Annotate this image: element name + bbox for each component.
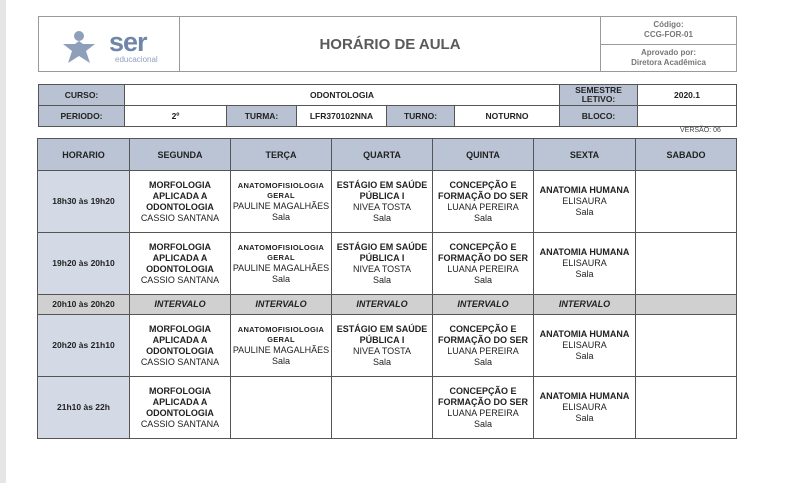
page-edge [0, 0, 6, 483]
teacher-name: LUANA PEREIRA [447, 263, 519, 274]
class-cell [130, 233, 231, 295]
subject-name: ESTÁGIO EM SAÚDE PÚBLICA I [336, 179, 428, 201]
interval-cell: INTERVALO [534, 295, 636, 315]
subject-name: CONCEPÇÃO E FORMAÇÃO DO SER [438, 323, 528, 345]
class-cell [636, 171, 737, 233]
room-label: Sala [372, 274, 391, 285]
schedule-header-row [38, 139, 737, 171]
room-label: Sala [473, 356, 492, 367]
teacher-name: ELISAURA [562, 402, 607, 412]
class-cell [332, 171, 433, 233]
class-cell [433, 171, 534, 233]
subject-name: MORFOLOGIA APLICADA A ODONTOLOGIA [146, 241, 214, 274]
header-horario: HORARIO [38, 139, 130, 171]
interval-cell: INTERVALO [332, 295, 433, 315]
time-slot: 20h10 às 20h20 [38, 295, 130, 315]
teacher-name: LUANA PEREIRA [447, 201, 519, 212]
bloco-label: BLOCO: [560, 106, 638, 127]
teacher-name: NIVEA TOSTA [352, 201, 412, 212]
class-cell [534, 171, 636, 233]
subject-name: ESTÁGIO EM SAÚDE PÚBLICA I [336, 241, 428, 263]
teacher-name: PAULINE MAGALHÃES [232, 344, 330, 355]
teacher-name: LUANA PEREIRA [447, 345, 519, 356]
schedule-table [37, 138, 737, 439]
document-header [38, 16, 737, 72]
header-segunda: SEGUNDA [130, 139, 231, 171]
version-label: VERSÃO: 06 [680, 127, 721, 134]
turno-label: TURNO: [387, 106, 455, 127]
approved-value: Diretora Acadêmica [631, 57, 706, 67]
turno-value: NOTURNO [455, 106, 560, 127]
room-label: Sala [575, 413, 594, 423]
class-cell [636, 377, 737, 439]
schedule-row [38, 171, 737, 233]
class-cell [636, 315, 737, 377]
page-title: HORÁRIO DE AULA [180, 17, 601, 72]
subject-name: ANATOMIA HUMANA [539, 329, 630, 339]
room-label: Sala [575, 351, 594, 361]
class-cell [433, 233, 534, 295]
subject-name: ANATOMIA HUMANA [539, 391, 630, 401]
subject-name: ANATOMIA HUMANA [539, 185, 630, 195]
room-label: Sala [271, 273, 290, 284]
code-cell [601, 17, 737, 45]
class-cell [332, 315, 433, 377]
time-slot: 20h20 às 21h10 [38, 315, 130, 377]
periodo-label: PERIODO: [39, 106, 125, 127]
brand-subtitle: educacional [115, 55, 158, 64]
subject-name: CONCEPÇÃO E FORMAÇÃO DO SER [438, 241, 528, 263]
class-cell [130, 315, 231, 377]
class-cell [534, 233, 636, 295]
class-cell [130, 377, 231, 439]
header-sexta: SEXTA [534, 139, 636, 171]
turma-value: LFR370102NNA [297, 106, 387, 127]
class-cell [534, 315, 636, 377]
curso-value: ODONTOLOGIA [125, 85, 560, 106]
schedule-row [38, 315, 737, 377]
subject-name: MORFOLOGIA APLICADA A ODONTOLOGIA [146, 323, 214, 356]
teacher-name: PAULINE MAGALHÃES [232, 262, 330, 273]
semestre-value: 2020.1 [638, 85, 737, 106]
logo-cell [39, 17, 180, 72]
class-cell [332, 377, 433, 439]
subject-name: CONCEPÇÃO E FORMAÇÃO DO SER [438, 385, 528, 407]
interval-cell: INTERVALO [130, 295, 231, 315]
header-terça: TERÇA [231, 139, 332, 171]
curso-label: CURSO: [39, 85, 125, 106]
interval-row [38, 295, 737, 315]
bloco-value [638, 106, 737, 127]
teacher-name: PAULINE MAGALHÃES [232, 200, 330, 211]
room-label: Sala [271, 355, 290, 366]
subject-name: CONCEPÇÃO E FORMAÇÃO DO SER [438, 179, 528, 201]
approval-cell [601, 44, 737, 72]
teacher-name: CASSIO SANTANA [140, 356, 220, 367]
course-info-table [38, 84, 737, 127]
time-slot: 18h30 às 19h20 [38, 171, 130, 233]
periodo-value: 2º [125, 106, 227, 127]
interval-cell [636, 295, 737, 315]
room-label: Sala [473, 418, 492, 429]
teacher-name: ELISAURA [562, 258, 607, 268]
room-label: Sala [372, 212, 391, 223]
class-cell [433, 315, 534, 377]
approved-label: Aprovado por: [640, 47, 697, 57]
class-cell [231, 171, 332, 233]
interval-cell: INTERVALO [433, 295, 534, 315]
time-slot: 21h10 às 22h [38, 377, 130, 439]
class-cell [231, 315, 332, 377]
subject-name: ANATOMOFISIOLOGIA GERAL [237, 242, 325, 262]
code-label: Código: [653, 20, 684, 30]
header-quinta: QUINTA [433, 139, 534, 171]
ser-logo [59, 25, 179, 65]
semestre-label: SEMESTRE LETIVO: [560, 85, 638, 106]
header-quarta: QUARTA [332, 139, 433, 171]
class-cell [433, 377, 534, 439]
time-slot: 19h20 às 20h10 [38, 233, 130, 295]
teacher-name: NIVEA TOSTA [352, 263, 412, 274]
teacher-name: ELISAURA [562, 340, 607, 350]
header-sabado: SABADO [636, 139, 737, 171]
room-label: Sala [372, 356, 391, 367]
room-label: Sala [575, 269, 594, 279]
room-label: Sala [575, 207, 594, 217]
teacher-name: CASSIO SANTANA [140, 274, 220, 285]
subject-name: MORFOLOGIA APLICADA A ODONTOLOGIA [146, 385, 214, 418]
teacher-name: NIVEA TOSTA [352, 345, 412, 356]
teacher-name: ELISAURA [562, 196, 607, 206]
subject-name: ANATOMOFISIOLOGIA GERAL [237, 180, 325, 200]
teacher-name: LUANA PEREIRA [447, 407, 519, 418]
schedule-row [38, 233, 737, 295]
star-person-icon [59, 27, 99, 67]
class-cell [231, 233, 332, 295]
class-cell [534, 377, 636, 439]
subject-name: MORFOLOGIA APLICADA A ODONTOLOGIA [146, 179, 214, 212]
class-cell [231, 377, 332, 439]
interval-cell: INTERVALO [231, 295, 332, 315]
code-value: CCG-FOR-01 [644, 30, 693, 40]
class-cell [636, 233, 737, 295]
subject-name: ANATOMIA HUMANA [539, 247, 630, 257]
teacher-name: CASSIO SANTANA [140, 212, 220, 223]
room-label: Sala [473, 274, 492, 285]
room-label: Sala [271, 211, 290, 222]
schedule-row [38, 377, 737, 439]
class-cell [332, 233, 433, 295]
subject-name: ESTÁGIO EM SAÚDE PÚBLICA I [336, 323, 428, 345]
brand-name: ser [109, 27, 147, 57]
subject-name: ANATOMOFISIOLOGIA GERAL [237, 324, 325, 344]
teacher-name: CASSIO SANTANA [140, 418, 220, 429]
class-cell [130, 171, 231, 233]
turma-label: TURMA: [227, 106, 297, 127]
room-label: Sala [473, 212, 492, 223]
